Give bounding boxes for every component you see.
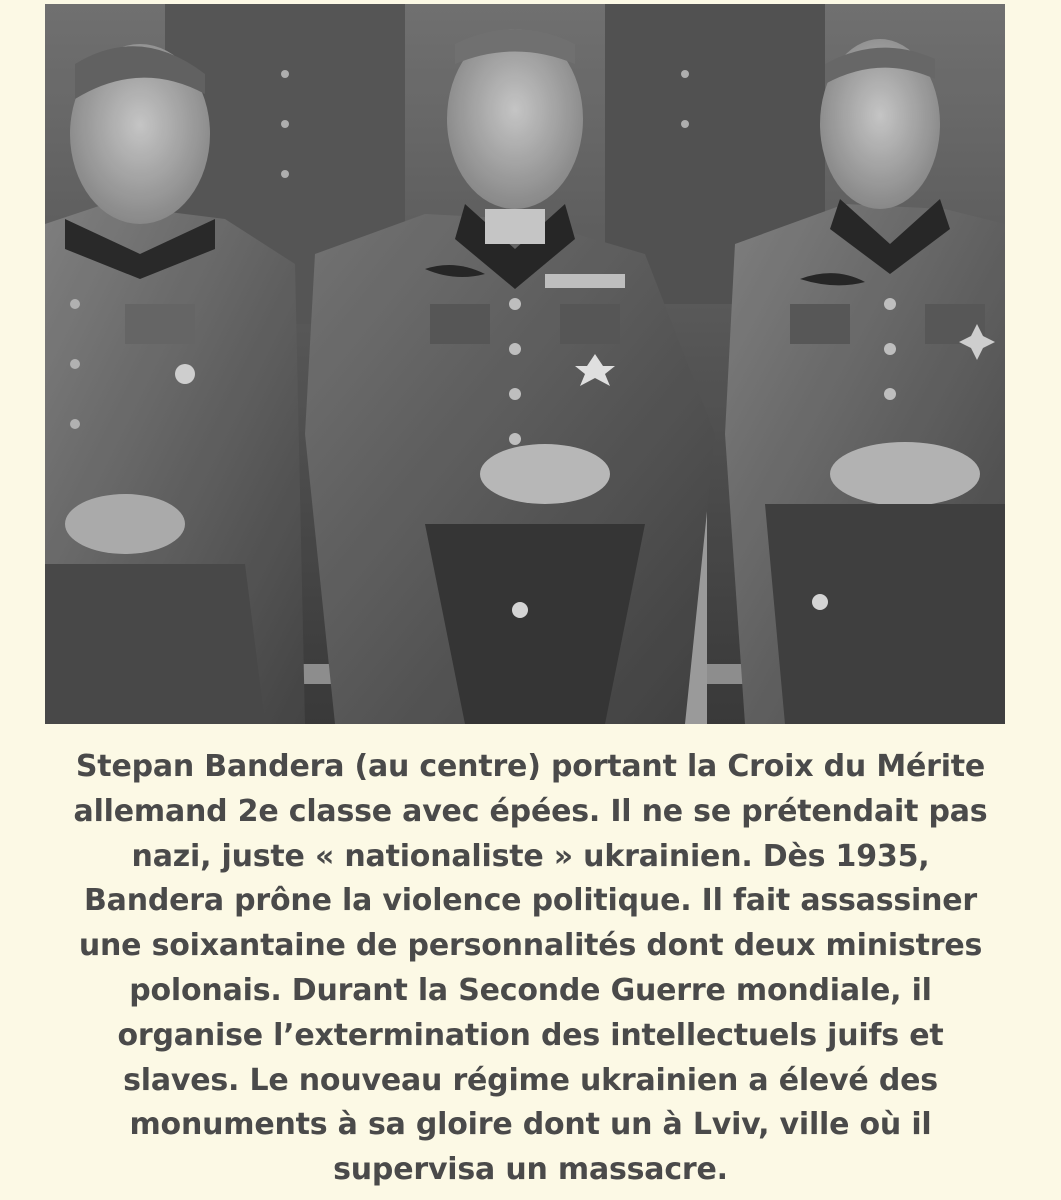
caption-line: supervisa un massacre. <box>333 1152 728 1188</box>
photo-illustration <box>45 4 1005 724</box>
caption-line: Stepan Bandera (au centre) portant la Croix du Mérite <box>75 749 986 784</box>
photo-caption <box>40 745 1021 1193</box>
caption-line: nazi, juste « nationaliste » ukrainien. Dès 1935, <box>131 838 930 874</box>
caption-line: Bandera prône la violence politique. Il fait assassiner <box>83 883 978 919</box>
caption-line: polonais. Durant la Seconde Guerre mondiale, il <box>129 972 932 1008</box>
historical-photo <box>45 4 1005 724</box>
caption-line: une soixantaine de personnalités dont deux ministres <box>78 928 983 964</box>
caption-line: allemand 2e classe avec épées. Il ne se prétendait pas <box>73 793 988 829</box>
caption-line: organise l’extermination des intellectuels juifs et <box>117 1017 944 1053</box>
caption-line: slaves. Le nouveau régime ukrainien a élevé des <box>123 1062 938 1098</box>
caption-line: monuments à sa gloire dont un à Lviv, ville où il <box>129 1107 932 1143</box>
